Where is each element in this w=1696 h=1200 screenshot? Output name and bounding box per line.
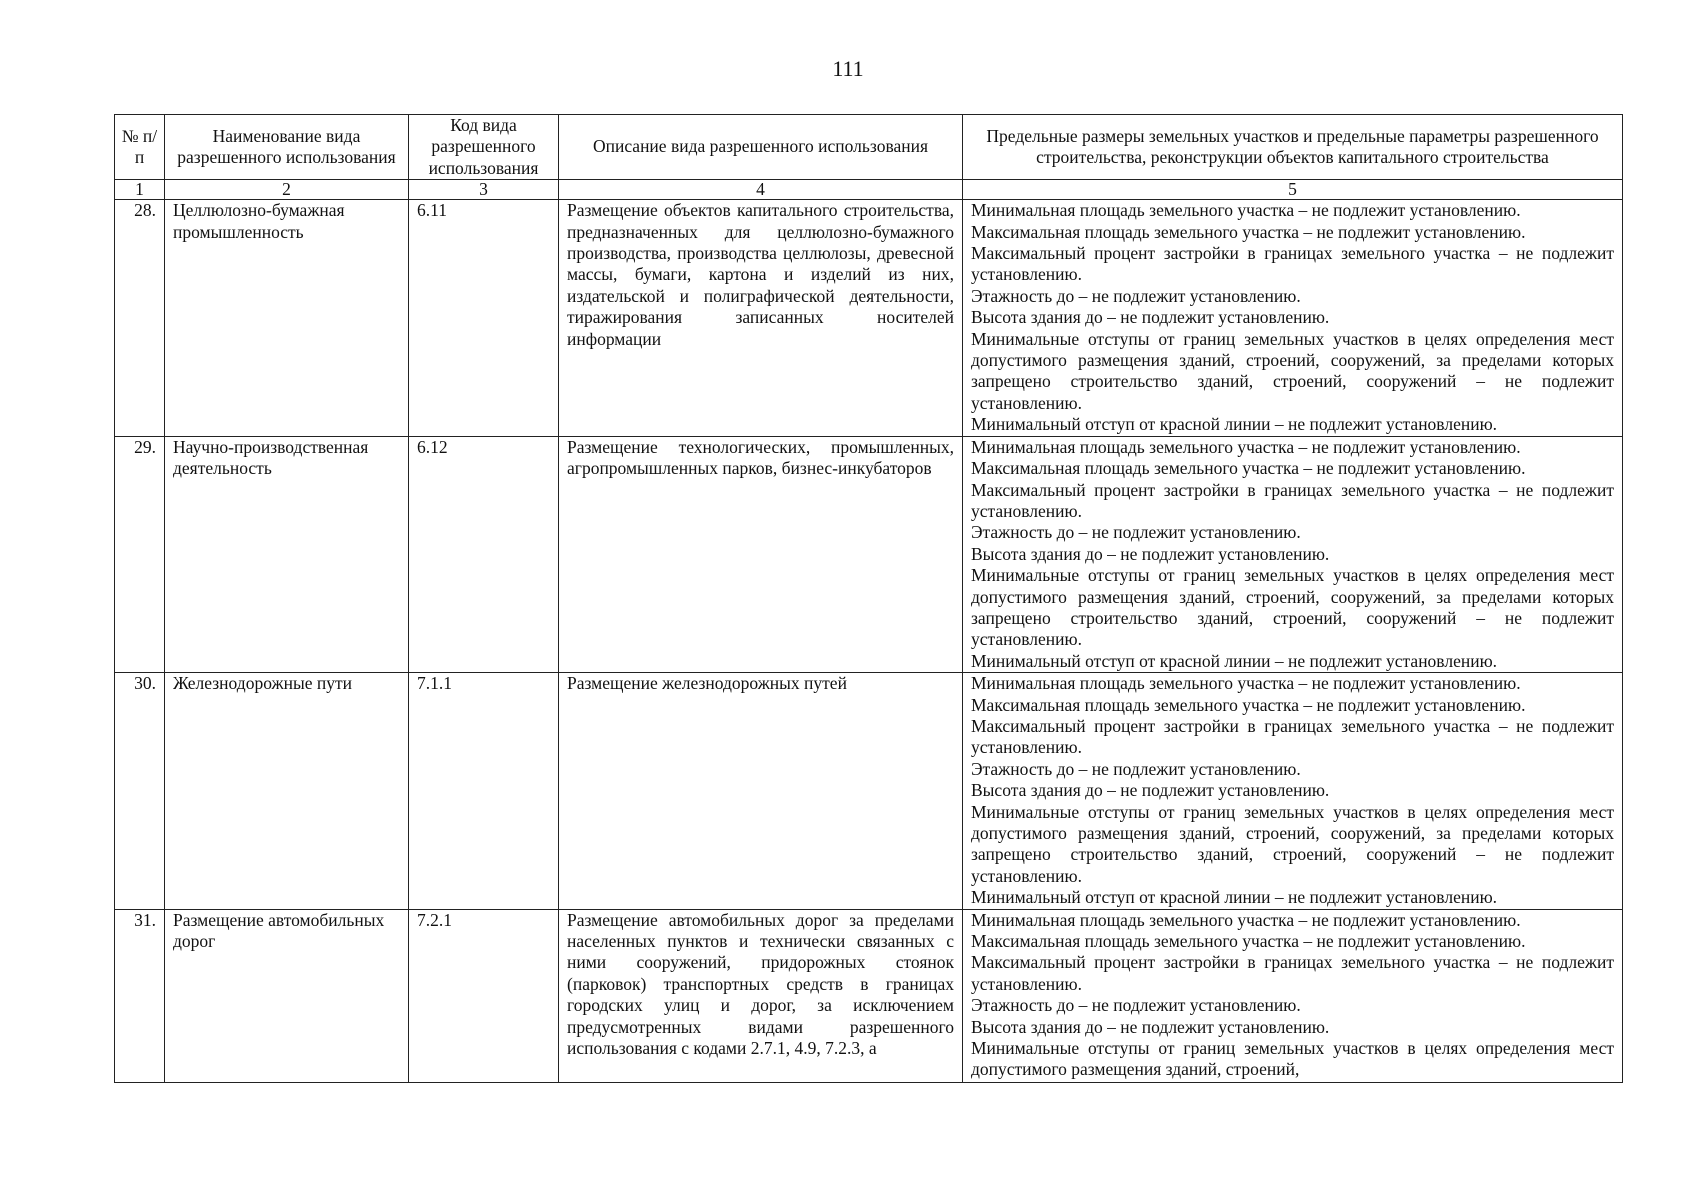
use-name: Научно-производственная деятельность — [165, 436, 409, 672]
use-code: 7.1.1 — [409, 673, 559, 909]
land-use-table — [114, 114, 1623, 1083]
param-line: Минимальная площадь земельного участка – не подлежит установлению. — [971, 436, 1521, 457]
param-line: Минимальные отступы от границ земельных участков в целях определения мест допустимого размещения зданий, строений, — [971, 1038, 1614, 1080]
column-number: 3 — [409, 180, 559, 200]
table-row — [115, 909, 1623, 1082]
param-line: Минимальный отступ от красной линии – не подлежит установлению. — [971, 414, 1498, 435]
param-line: Минимальная площадь земельного участка – не подлежит установлению. — [971, 200, 1521, 221]
header-parameters: Предельные размеры земельных участков и предельные параметры разрешенного строительства, реконструкции объектов капитального строительства — [963, 115, 1623, 180]
row-number: 28. — [115, 200, 165, 436]
param-line: Максимальная площадь земельного участка – не подлежит установлению. — [971, 694, 1526, 715]
column-number: 5 — [963, 180, 1623, 200]
table-header-row — [115, 115, 1623, 180]
param-line: Высота здания до – не подлежит установлению. — [971, 780, 1330, 801]
param-line: Максимальный процент застройки в границах земельного участка – не подлежит установлению. — [971, 715, 1614, 758]
use-name: Железнодорожные пути — [165, 673, 409, 909]
param-line: Минимальные отступы от границ земельных участков в целях определения мест допустимого размещения зданий, строений, сооружений, за пределами которых запрещено строительство зданий, строений, сооружений – не подлежит установлению. — [971, 801, 1614, 886]
param-line: Максимальная площадь земельного участка – не подлежит установлению. — [971, 458, 1526, 479]
use-description: Размещение объектов капитального строительства, предназначенных для целлюлозно-бумажного производства, производства целлюлозы, древесной массы, бумаги, картона и изделий из них, издательской и полиграфической деятельности, тиражирования записанных носителей информации — [559, 200, 963, 436]
column-numbers-row — [115, 180, 1623, 200]
use-code: 7.2.1 — [409, 909, 559, 1082]
table-row — [115, 436, 1623, 672]
header-use-name: Наименование вида разрешенного использования — [165, 115, 409, 180]
param-line: Максимальная площадь земельного участка – не подлежит установлению. — [971, 931, 1526, 952]
row-number: 29. — [115, 436, 165, 672]
column-number: 4 — [559, 180, 963, 200]
use-parameters — [963, 436, 1623, 672]
use-parameters-text — [971, 910, 1614, 1082]
use-description: Размещение железнодорожных путей — [559, 673, 963, 909]
param-line: Максимальный процент застройки в границах земельного участка – не подлежит установлению. — [971, 952, 1614, 994]
param-line: Максимальный процент застройки в границах земельного участка – не подлежит установлению. — [971, 479, 1614, 521]
column-number: 2 — [165, 180, 409, 200]
param-line: Минимальная площадь земельного участка – не подлежит установлению. — [971, 673, 1521, 694]
param-line: Минимальный отступ от красной линии – не подлежит установлению. — [971, 650, 1498, 671]
use-description-text: Размещение автомобильных дорог за пределами населенных пунктов и технически связанных с ними сооружений, придорожных стоянок (парковок) транспортных средств в границах городских улиц и дорог, за исключением предусмотренных видами разрешенного использования с кодами 2.7.1, 4.9, 7.2.3, а — [567, 909, 954, 1059]
header-use-code: Код вида разрешенного использования — [409, 115, 559, 180]
use-parameters — [963, 200, 1623, 436]
param-line: Этажность до – не подлежит установлению. — [971, 522, 1301, 543]
use-name: Размещение автомобильных дорог — [165, 909, 409, 1082]
param-line: Минимальная площадь земельного участка – не подлежит установлению. — [971, 909, 1521, 930]
use-parameters — [963, 673, 1623, 909]
param-line: Этажность до – не подлежит установлению. — [971, 758, 1301, 779]
table-row — [115, 200, 1623, 436]
param-line: Минимальные отступы от границ земельных участков в целях определения мест допустимого размещения зданий, строений, сооружений, за пределами которых запрещено строительство зданий, строений, сооружений – не подлежит установлению. — [971, 328, 1614, 413]
param-line: Высота здания до – не подлежит установлению. — [971, 1016, 1330, 1037]
use-description — [559, 909, 963, 1082]
param-line: Максимальная площадь земельного участка – не подлежит установлению. — [971, 221, 1526, 242]
use-description: Размещение технологических, промышленных, агропромышленных парков, бизнес-инкубаторов — [559, 436, 963, 672]
use-code: 6.11 — [409, 200, 559, 436]
column-number: 1 — [115, 180, 165, 200]
use-parameters — [963, 909, 1623, 1082]
use-name: Целлюлозно-бумажная промышленность — [165, 200, 409, 436]
use-code: 6.12 — [409, 436, 559, 672]
header-number: № п/п — [115, 115, 165, 180]
param-line: Минимальные отступы от границ земельных участков в целях определения мест допустимого размещения зданий, строений, сооружений, за пределами которых запрещено строительство зданий, строений, сооружений – не подлежит установлению. — [971, 565, 1614, 650]
header-use-description: Описание вида разрешенного использования — [559, 115, 963, 180]
param-line: Этажность до – не подлежит установлению. — [971, 285, 1301, 306]
param-line: Максимальный процент застройки в границах земельного участка – не подлежит установлению. — [971, 243, 1614, 285]
param-line: Этажность до – не подлежит установлению. — [971, 995, 1301, 1016]
param-line: Высота здания до – не подлежит установлению. — [971, 543, 1330, 564]
param-line: Высота здания до – не подлежит установлению. — [971, 307, 1330, 328]
row-number: 31. — [115, 909, 165, 1082]
param-line: Минимальный отступ от красной линии – не подлежит установлению. — [971, 887, 1498, 908]
table-row — [115, 673, 1623, 909]
row-number: 30. — [115, 673, 165, 909]
page-number: 111 — [832, 56, 864, 81]
